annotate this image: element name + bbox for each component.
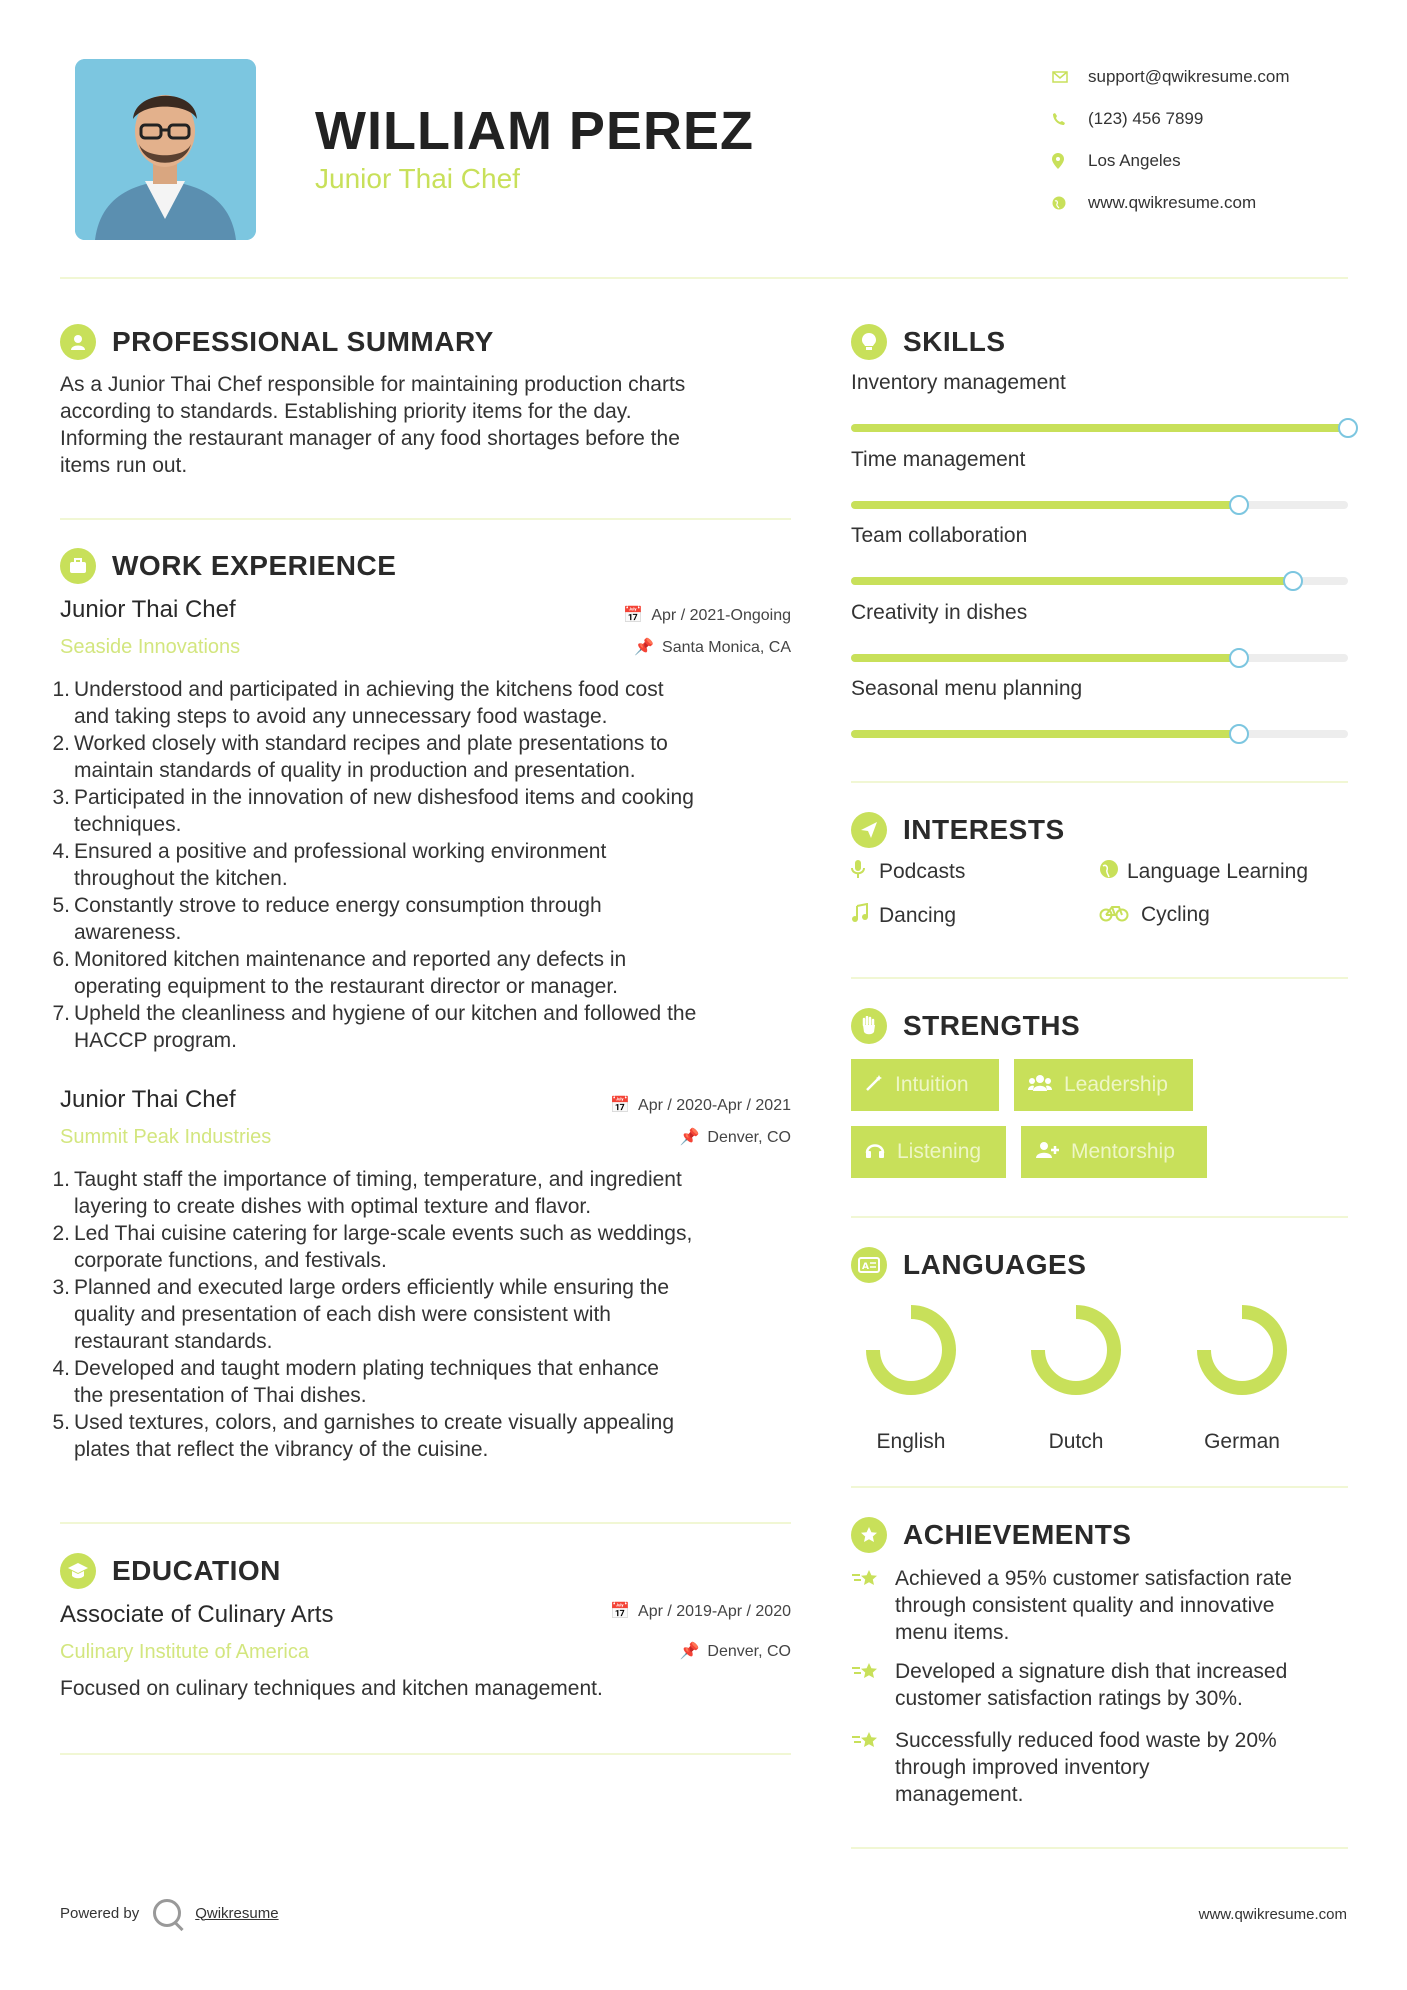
skill-item: Team collaboration bbox=[851, 524, 1348, 585]
music-note-icon bbox=[851, 903, 879, 928]
globe-icon bbox=[1099, 859, 1127, 884]
education-divider bbox=[60, 1753, 791, 1755]
users-icon bbox=[1028, 1074, 1052, 1097]
list-item: 5. Constantly strove to reduce energy consumption through awareness. bbox=[52, 894, 602, 944]
language-ring bbox=[1026, 1300, 1126, 1400]
job-1-dates: 📅 Apr / 2021-Ongoing bbox=[623, 607, 791, 624]
strength-badge: Intuition bbox=[851, 1059, 999, 1111]
job-1-title: Junior Thai Chef bbox=[60, 596, 236, 623]
list-item: 7. Upheld the cleanliness and hygiene of our kitchen and followed the HACCP program. bbox=[52, 1002, 697, 1052]
skill-bar bbox=[851, 424, 1348, 432]
skill-knob bbox=[1229, 495, 1249, 515]
interest-item: Language Learning bbox=[1099, 859, 1308, 884]
education-heading: EDUCATION bbox=[60, 1553, 281, 1589]
skill-fill bbox=[851, 730, 1239, 738]
globe-icon bbox=[1052, 196, 1088, 210]
education-description: Focused on culinary techniques and kitchen management. bbox=[60, 1677, 603, 1700]
languages-divider bbox=[851, 1486, 1348, 1488]
header-divider bbox=[60, 277, 1348, 279]
skill-knob bbox=[1283, 571, 1303, 591]
qwikresume-logo-icon bbox=[153, 1899, 181, 1927]
experience-heading: WORK EXPERIENCE bbox=[60, 548, 396, 584]
skill-knob bbox=[1229, 724, 1249, 744]
envelope-icon bbox=[1052, 71, 1088, 83]
strengths-divider bbox=[851, 1216, 1348, 1218]
graduation-icon bbox=[60, 1553, 96, 1589]
skill-fill bbox=[851, 501, 1239, 509]
skills-heading: SKILLS bbox=[851, 324, 1006, 360]
summary-text: As a Junior Thai Chef responsible for maintaining production charts according to standards. Establishing priority items for the day. Informing the restaurant manager of any food shortages before the items run out. bbox=[60, 373, 686, 477]
contact-email[interactable]: support@qwikresume.com bbox=[1052, 56, 1382, 98]
language-icon bbox=[851, 1247, 887, 1283]
education-dates: 📅 Apr / 2019-Apr / 2020 bbox=[610, 1603, 791, 1620]
phone-icon bbox=[1052, 112, 1088, 126]
microphone-icon bbox=[851, 859, 879, 884]
list-item: 1. Taught staff the importance of timing, temperature, and ingredient layering to create dishes with optimal texture and flavor. bbox=[52, 1168, 682, 1218]
candidate-title: Junior Thai Chef bbox=[315, 163, 520, 194]
list-item: 2. Led Thai cuisine catering for large-scale events such as weddings, corporate functions, and festivals. bbox=[52, 1222, 693, 1272]
skill-item: Seasonal menu planning bbox=[851, 677, 1348, 738]
list-item: 6. Monitored kitchen maintenance and reported any defects in operating equipment to the restaurant director or manager. bbox=[52, 948, 627, 998]
language-ring-arc bbox=[873, 1312, 949, 1388]
language-ring-arc bbox=[1038, 1312, 1114, 1388]
skill-fill bbox=[851, 424, 1348, 432]
briefcase-icon bbox=[60, 548, 96, 584]
profile-photo bbox=[75, 59, 256, 240]
skill-bar bbox=[851, 577, 1348, 585]
achievement-item: Achieved a 95% customer satisfaction rate through consistent quality and innovative menu items. bbox=[851, 1565, 1351, 1646]
user-icon bbox=[60, 324, 96, 360]
shooting-star-icon bbox=[851, 1658, 895, 1712]
pushpin-icon: 📌 bbox=[679, 1129, 700, 1146]
interest-item: Dancing bbox=[851, 903, 956, 928]
list-item: 3. Planned and executed large orders efficiently while ensuring the quality and presentation of each dish were consistent with restaurant standards. bbox=[52, 1276, 669, 1353]
language-item: English bbox=[846, 1300, 976, 1454]
job-2-dates: 📅 Apr / 2020-Apr / 2021 bbox=[610, 1097, 791, 1114]
map-pin-icon bbox=[1052, 153, 1088, 169]
job-2-title: Junior Thai Chef bbox=[60, 1086, 236, 1113]
language-item: Dutch bbox=[1011, 1300, 1141, 1454]
list-item: 4. Developed and taught modern plating techniques that enhance the presentation of Thai dishes. bbox=[52, 1357, 659, 1407]
language-ring bbox=[1192, 1300, 1292, 1400]
skill-bar bbox=[851, 730, 1348, 738]
achievements-divider bbox=[851, 1847, 1348, 1849]
shooting-star-icon bbox=[851, 1727, 895, 1808]
strength-badge: Mentorship bbox=[1021, 1126, 1207, 1178]
pushpin-icon: 📌 bbox=[679, 1643, 700, 1660]
calendar-icon: 📅 bbox=[610, 1097, 631, 1114]
job-2-location: 📌 Denver, CO bbox=[679, 1129, 791, 1146]
achievement-item: Successfully reduced food waste by 20% through improved inventory management. bbox=[851, 1727, 1351, 1808]
shooting-star-icon bbox=[851, 1565, 895, 1646]
language-item: German bbox=[1177, 1300, 1307, 1454]
job-2-duties bbox=[50, 1166, 800, 1463]
strengths-heading: STRENGTHS bbox=[851, 1008, 1080, 1044]
contact-phone[interactable]: (123) 456 7899 bbox=[1052, 98, 1382, 140]
language-ring bbox=[861, 1300, 961, 1400]
experience-divider bbox=[60, 1522, 791, 1524]
job-1-company: Seaside Innovations bbox=[60, 636, 241, 658]
list-item: 2. Worked closely with standard recipes and plate presentations to maintain standards of quality in production and presentation. bbox=[52, 732, 668, 782]
languages-heading: A LANGUAGES bbox=[851, 1247, 1086, 1283]
hand-icon bbox=[851, 1008, 887, 1044]
pushpin-icon: 📌 bbox=[634, 639, 655, 656]
education-location: 📌 Denver, CO bbox=[679, 1643, 791, 1660]
skill-item: Time management bbox=[851, 448, 1348, 509]
star-badge-icon bbox=[851, 1517, 887, 1553]
headphones-icon bbox=[865, 1141, 885, 1164]
summary-heading: PROFESSIONAL SUMMARY bbox=[60, 324, 494, 360]
footer-brand-link[interactable]: Qwikresume bbox=[195, 1904, 279, 1922]
job-1-location: 📌 Santa Monica, CA bbox=[634, 639, 791, 656]
education-degree: Associate of Culinary Arts bbox=[60, 1601, 334, 1628]
skill-knob bbox=[1229, 648, 1249, 668]
contact-block bbox=[1052, 56, 1382, 224]
skill-knob bbox=[1338, 418, 1358, 438]
contact-website[interactable]: www.qwikresume.com bbox=[1052, 182, 1382, 224]
svg-text:A: A bbox=[862, 1262, 869, 1272]
bicycle-icon bbox=[1099, 904, 1141, 927]
interests-divider bbox=[851, 977, 1348, 979]
summary-divider bbox=[60, 518, 791, 520]
footer-powered-by: Powered by Qwikresume bbox=[60, 1899, 279, 1927]
strength-badge: Listening bbox=[851, 1126, 1006, 1178]
achievements-heading: ACHIEVEMENTS bbox=[851, 1517, 1131, 1553]
job-2-company: Summit Peak Industries bbox=[60, 1126, 272, 1148]
lightbulb-icon bbox=[851, 324, 887, 360]
list-item: 1. Understood and participated in achieving the kitchens food cost and taking steps to avoid any unnecessary food wastage. bbox=[52, 678, 664, 728]
paper-plane-icon bbox=[851, 812, 887, 848]
language-ring-arc bbox=[1204, 1312, 1280, 1388]
skill-item: Creativity in dishes bbox=[851, 601, 1348, 662]
education-school: Culinary Institute of America bbox=[60, 1641, 309, 1663]
interests-heading: INTERESTS bbox=[851, 812, 1065, 848]
strength-badge: Leadership bbox=[1014, 1059, 1193, 1111]
skill-item: Inventory management bbox=[851, 371, 1348, 432]
list-item: 5. Used textures, colors, and garnishes to create visually appealing plates that reflect the vibrancy of the cuisine. bbox=[52, 1411, 674, 1461]
skill-fill bbox=[851, 577, 1293, 585]
calendar-icon: 📅 bbox=[623, 607, 644, 624]
list-item: 4. Ensured a positive and professional working environment throughout the kitchen. bbox=[52, 840, 607, 890]
footer-site-link[interactable]: www.qwikresume.com bbox=[1198, 1906, 1347, 1923]
interest-item: Podcasts bbox=[851, 859, 965, 884]
skill-bar bbox=[851, 501, 1348, 509]
candidate-name: WILLIAM PEREZ bbox=[315, 101, 754, 161]
skill-bar bbox=[851, 654, 1348, 662]
contact-location: Los Angeles bbox=[1052, 140, 1382, 182]
skills-divider bbox=[851, 781, 1348, 783]
job-1-duties bbox=[50, 676, 800, 1054]
user-plus-icon bbox=[1035, 1141, 1059, 1164]
skill-fill bbox=[851, 654, 1239, 662]
magic-wand-icon bbox=[865, 1074, 883, 1097]
calendar-icon: 📅 bbox=[610, 1603, 631, 1620]
achievement-item: Developed a signature dish that increased customer satisfaction ratings by 30%. bbox=[851, 1658, 1351, 1712]
list-item: 3. Participated in the innovation of new dishesfood items and cooking techniques. bbox=[52, 786, 694, 836]
interest-item: Cycling bbox=[1099, 903, 1210, 927]
